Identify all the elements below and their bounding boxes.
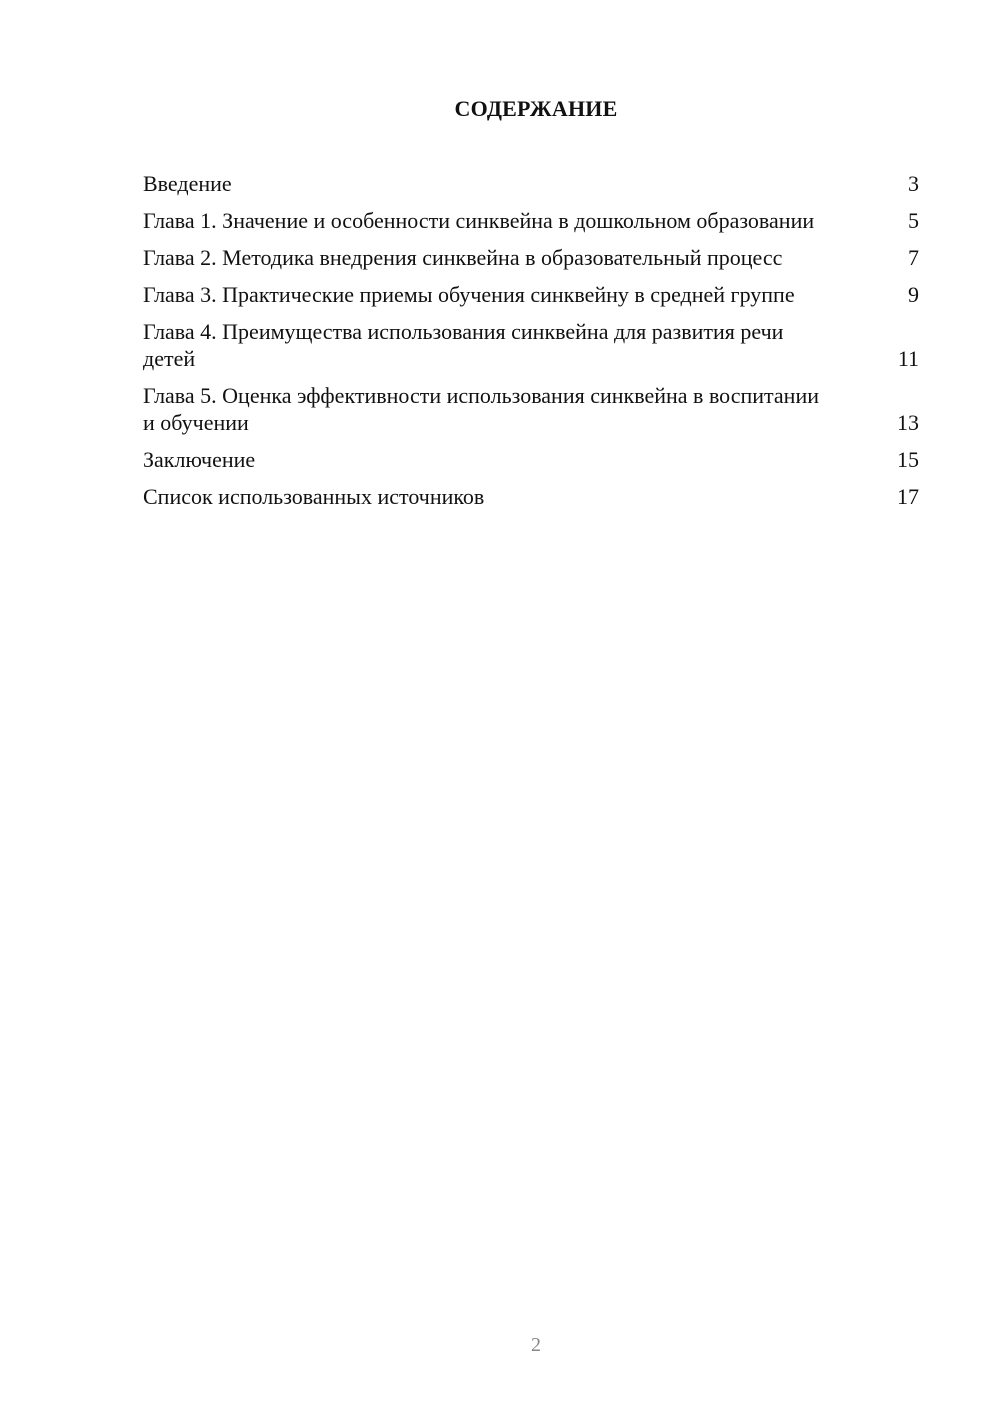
toc-entry-text: Глава 4. Преимущества использования синквейна для развития речи детей (143, 319, 784, 371)
toc-title: СОДЕРЖАНИЕ (454, 96, 618, 121)
toc-entry-page: 17 (897, 484, 919, 509)
toc-entry-conclusion (143, 446, 919, 473)
toc-entry-text: Заключение (143, 447, 256, 472)
toc-entry-text: Глава 5. Оценка эффективности использования синквейна в воспитании и обучении (143, 383, 820, 435)
toc-entry-chapter-2 (143, 244, 919, 271)
toc-entry-chapter-5 (143, 382, 919, 436)
toc-entry-text: Глава 3. Практические приемы обучения синквейну в средней группе (143, 282, 795, 307)
toc-list (143, 170, 919, 520)
toc-entry-page: 13 (897, 410, 919, 435)
toc-entry-text: Список использованных источников (143, 484, 485, 509)
toc-entry-page: 11 (897, 346, 919, 371)
toc-entry-page: 9 (908, 282, 919, 307)
toc-entry-text: Глава 1. Значение и особенности синквейна в дошкольном образовании (143, 208, 815, 233)
toc-entry-chapter-4 (143, 318, 919, 372)
toc-entry-text: Глава 2. Методика внедрения синквейна в образовательный процесс (143, 245, 783, 270)
page-number: 2 (531, 1334, 541, 1356)
toc-entry-page: 5 (908, 208, 919, 233)
toc-entry-introduction (143, 170, 919, 197)
toc-entry-page: 15 (897, 447, 919, 472)
toc-entry-chapter-3 (143, 281, 919, 308)
toc-entry-page: 7 (908, 245, 919, 270)
toc-entry-chapter-1 (143, 207, 919, 234)
toc-entry-references (143, 483, 919, 510)
toc-entry-page: 3 (908, 171, 919, 196)
toc-entry-text: Введение (143, 171, 232, 196)
